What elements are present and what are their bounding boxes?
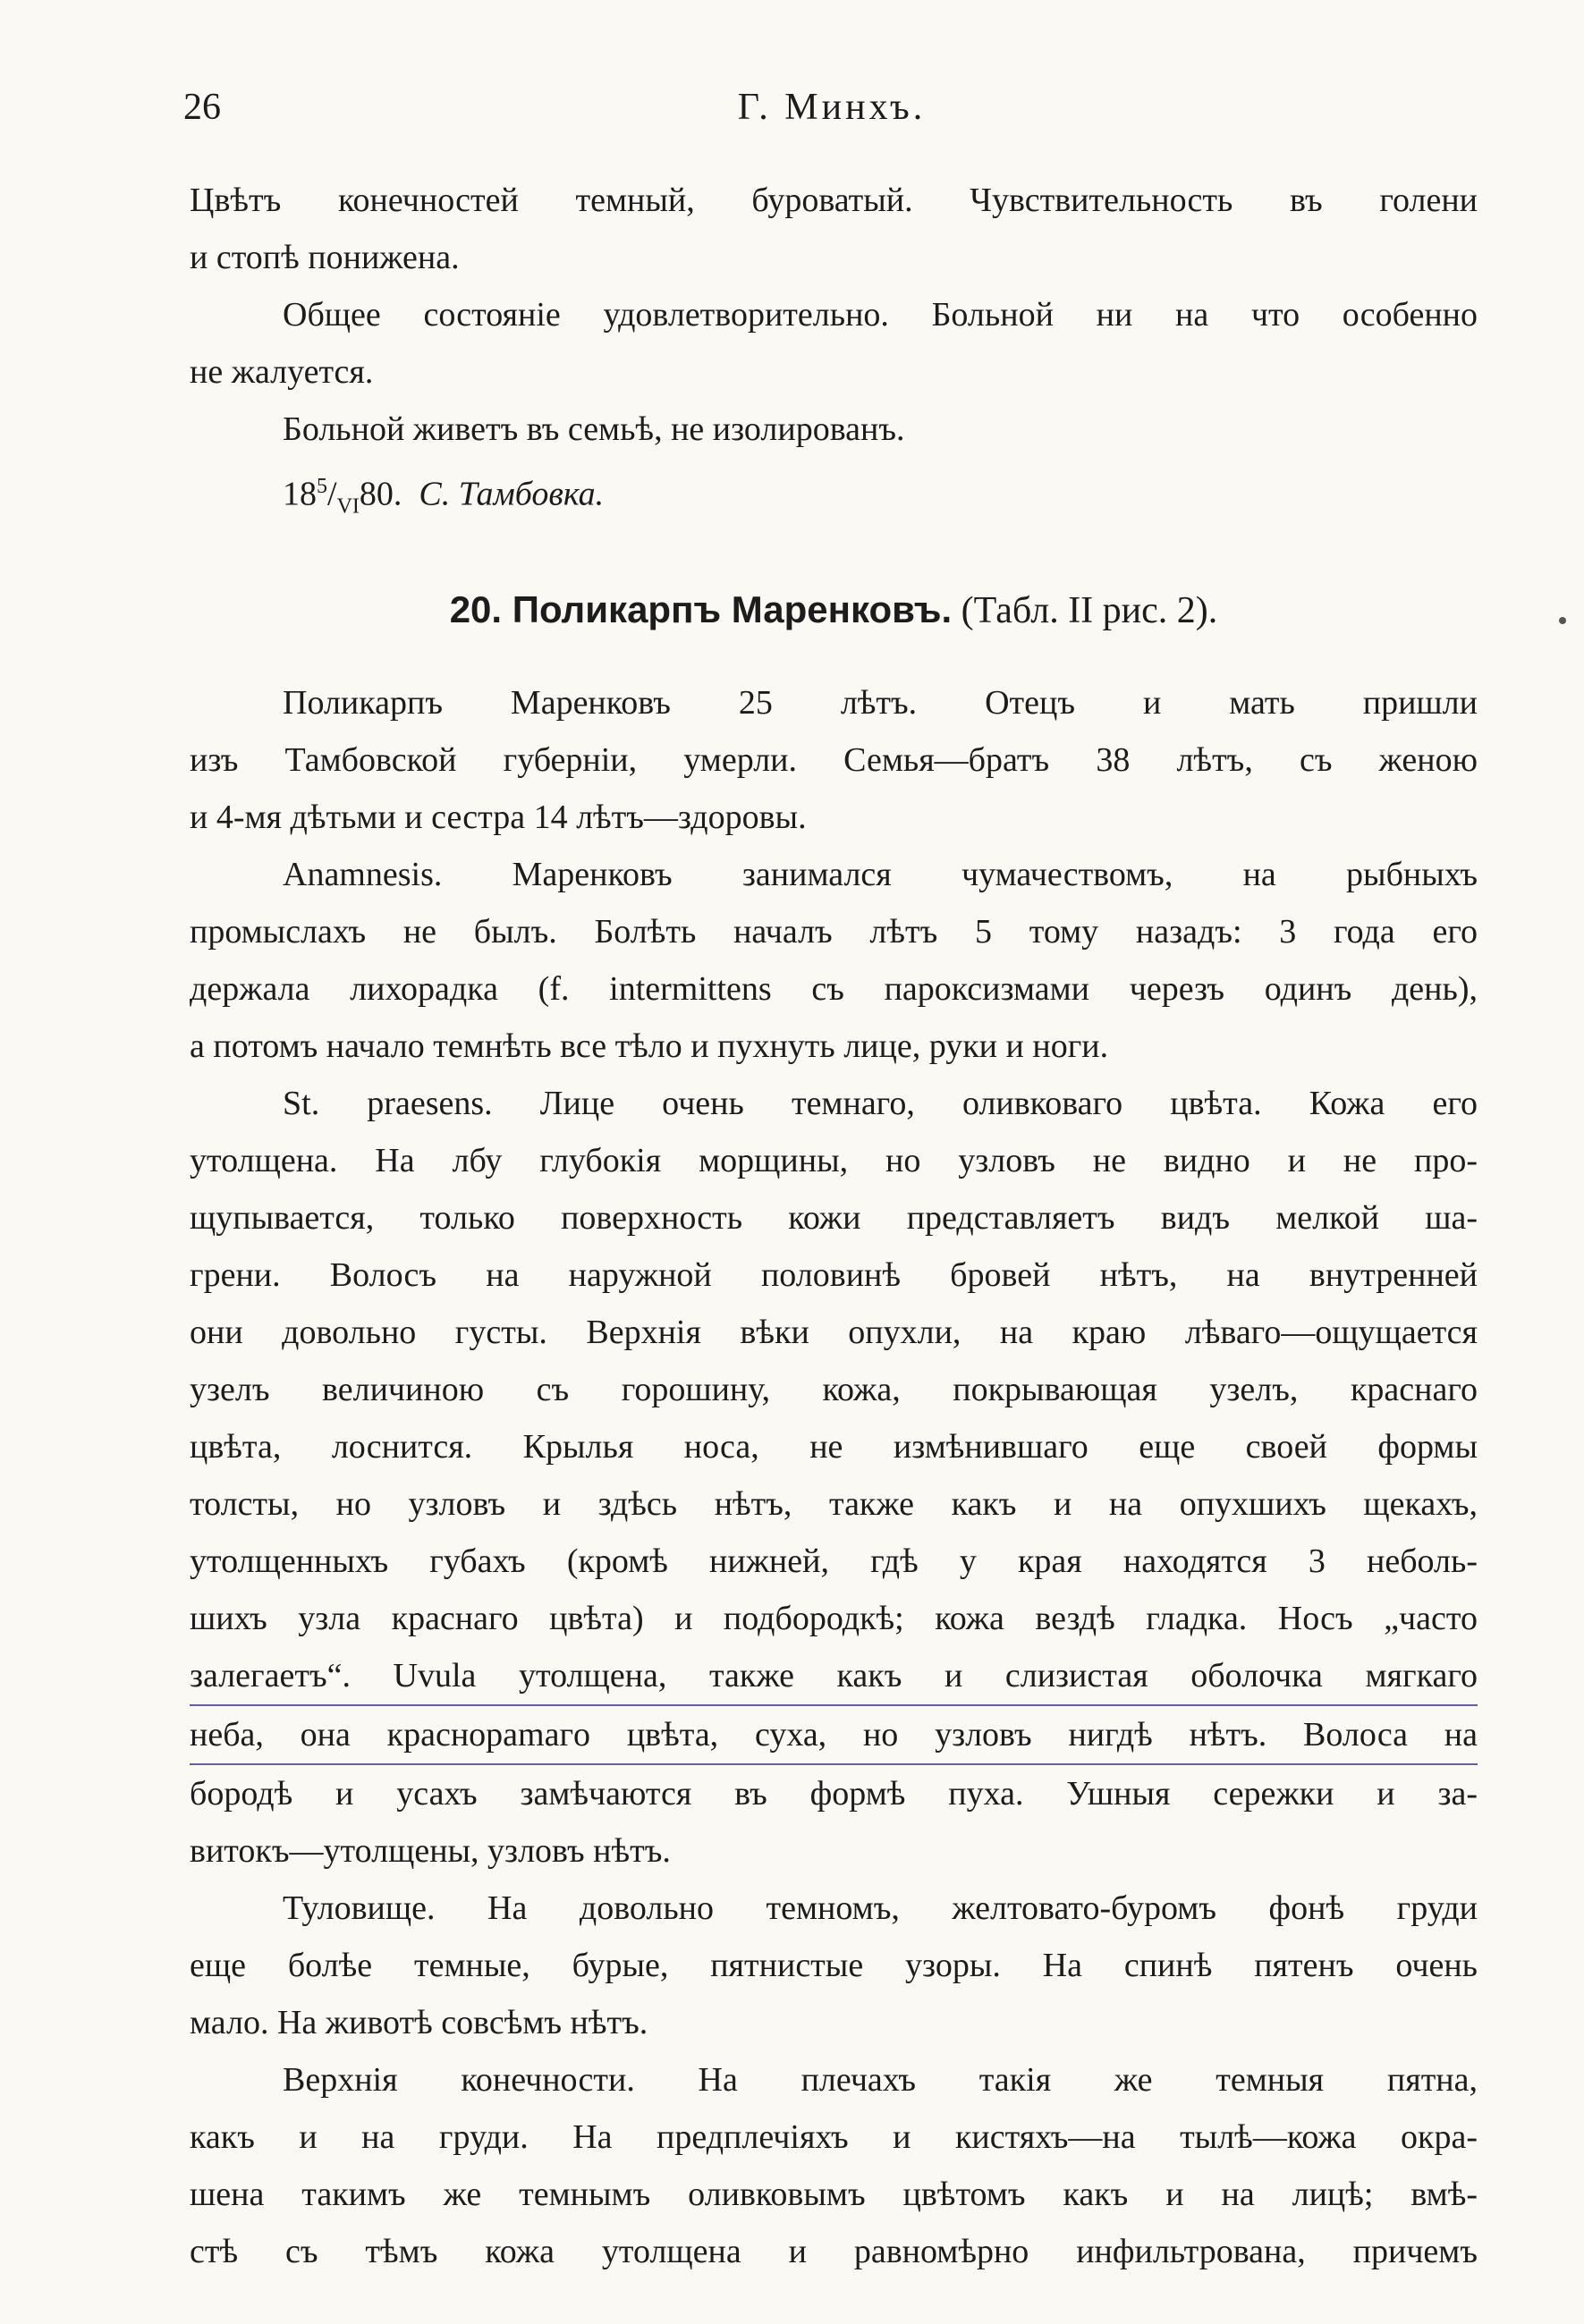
text-line: мало. На животѣ совсѣмъ нѣтъ. xyxy=(190,2004,648,2041)
text-line: щупывается, только поверхность кожи представляетъ видъ мелкой ша- xyxy=(190,1199,1478,1237)
text-line: какъ и на груди. На предплечіяхъ и кистяхъ—на тылѣ—кожа окра- xyxy=(190,2118,1478,2156)
case-heading xyxy=(190,578,1478,642)
page-header xyxy=(183,86,1480,139)
text-line: шена такимъ же темнымъ оливковымъ цвѣтомъ какъ и на лицѣ; вмѣ- xyxy=(190,2176,1478,2213)
body-text xyxy=(190,172,1478,2280)
date-month-roman: VI xyxy=(336,494,360,519)
text-line: витокъ—утолщены, узловъ нѣтъ. xyxy=(190,1832,671,1870)
text-line: St. praesens. Лице очень темнаго, оливковаго цвѣта. Кожа его xyxy=(283,1085,1478,1122)
case-body xyxy=(190,674,1478,2280)
text-line: залегаетъ“. Uvula утолщена, также какъ и слизистая оболочка мягкаго xyxy=(190,1647,1478,1706)
text-line: а потомъ начало темнѣть все тѣло и пухнуть лице, руки и ноги. xyxy=(190,1027,1109,1065)
date-line: $18^5/_{VI}80$. С. Тамбовка. xyxy=(283,475,605,519)
case-figure-ref: (Табл. II рис. 2). xyxy=(961,590,1218,631)
text-line: Больной живетъ въ семьѣ, не изолированъ. xyxy=(283,410,905,448)
text-line: Поликарпъ Маренковъ 25 лѣтъ. Отецъ и мать пришли xyxy=(283,684,1478,722)
date-place: С. Тамбовка. xyxy=(419,475,605,513)
text-line: они довольно густы. Верхнія вѣки опухли, на краю лѣваго—ощущается xyxy=(190,1314,1478,1351)
text-line: Цвѣтъ конечностей темный, буроватый. Чувствительность въ голени xyxy=(190,182,1478,219)
text-line: Туловище. На довольно темномъ, желтовато-буромъ фонѣ груди xyxy=(283,1889,1478,1927)
text-line: промыслахъ не былъ. Болѣть началъ лѣтъ 5 тому назадъ: 3 года его xyxy=(190,913,1478,951)
text-line: Верхнія конечности. На плечахъ такія же темныя пятна, xyxy=(283,2061,1478,2099)
text-line: не жалуется. xyxy=(190,353,374,391)
text-line: цвѣта, лоснится. Крылья носа, не измѣнившаго еще своей формы xyxy=(190,1428,1478,1466)
text-line: и 4-мя дѣтьми и сестра 14 лѣтъ—здоровы. xyxy=(190,799,807,836)
text-line: и стопѣ понижена. xyxy=(190,239,460,276)
pencil-mark xyxy=(1559,617,1566,624)
text-line: грени. Волосъ на наружной половинѣ бровей нѣтъ, на внутренней xyxy=(190,1256,1478,1294)
text-line: еще болѣе темные, бурые, пятнистые узоры. На спинѣ пятенъ очень xyxy=(190,1947,1478,1984)
date-month-num: 5 xyxy=(317,475,327,498)
text-line: бородѣ и усахъ замѣчаются въ формѣ пуха. Ушныя сережки и за- xyxy=(190,1775,1478,1813)
running-head: Г. Минхъ. xyxy=(737,87,927,128)
text-line: стѣ съ тѣмъ кожа утолщена и равномѣрно инфильтрована, причемъ xyxy=(190,2233,1478,2270)
date-day: 18 xyxy=(283,475,317,513)
text-line: изъ Тамбовской губерніи, умерли. Семья—братъ 38 лѣтъ, съ женою xyxy=(190,741,1478,779)
case-title: 20. Поликарпъ Маренковъ. xyxy=(449,588,953,630)
text-line: толсты, но узловъ и здѣсь нѣтъ, также какъ и на опухшихъ щекахъ, xyxy=(190,1485,1478,1523)
text-line: утолщена. На лбу глубокія морщины, но узловъ не видно и не про- xyxy=(190,1142,1478,1179)
text-line: держала лихорадка (f. intermittens съ пароксизмами черезъ одинъ день), xyxy=(190,970,1478,1008)
text-line: неба, она краснораmaгo цвѣта, суха, но узловъ нигдѣ нѣтъ. Волоса на xyxy=(190,1706,1478,1765)
text-line: утолщенныхъ губахъ (кромѣ нижней, гдѣ у края находятся 3 неболь- xyxy=(190,1542,1478,1580)
text-line: Anamnesis. Маренковъ занимался чумачествомъ, на рыбныхъ xyxy=(283,856,1478,893)
page-number: 26 xyxy=(183,87,221,128)
text-line: узелъ величиною съ горошину, кожа, покрывающая узелъ, краснаго xyxy=(190,1371,1478,1408)
text-line: шихъ узла краснаго цвѣта) и подбородкѣ; кожа вездѣ гладка. Носъ „часто xyxy=(190,1600,1478,1637)
text-line: Общее состояніе удовлетворительно. Больной ни на что особенно xyxy=(283,296,1478,334)
date-year: 80. xyxy=(359,475,402,513)
